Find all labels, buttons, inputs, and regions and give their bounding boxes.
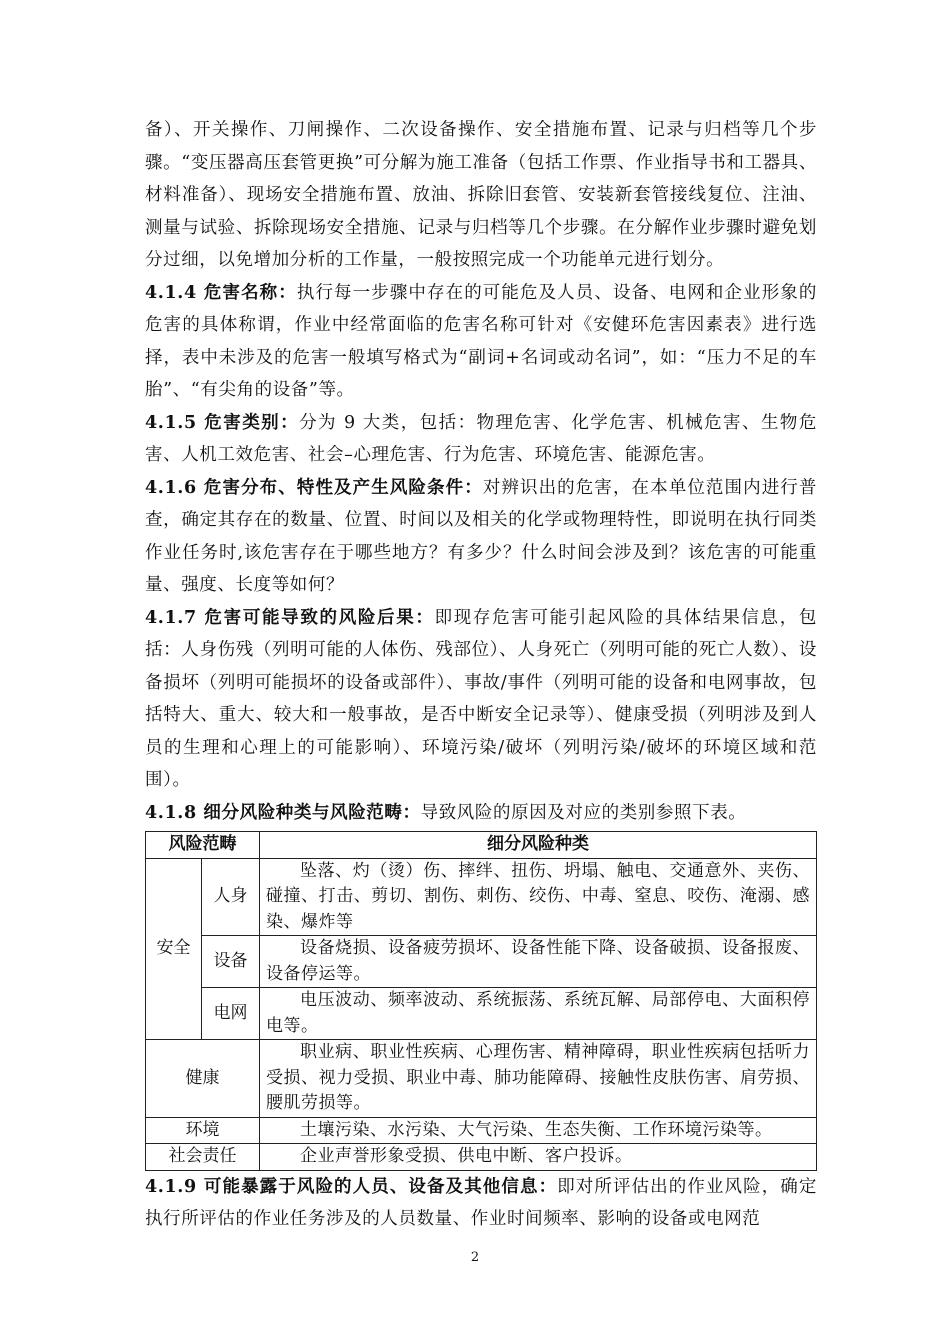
environment-risk-types: 土壤污染、水污染、大气污染、生态失衡、工作环境污染等。: [260, 1117, 817, 1144]
subcategory-equipment: 设备: [202, 936, 260, 988]
section-heading: 4.1.8 细分风险种类与风险范畴：: [145, 802, 421, 823]
section-heading: 4.1.9 可能暴露于风险的人员、设备及其他信息：: [145, 1176, 558, 1197]
subcategory-grid: 电网: [202, 988, 260, 1040]
table-header-row: [146, 832, 817, 859]
subcategory-person: 人身: [202, 858, 260, 936]
paragraph-step-decomposition: 备）、开关操作、刀闸操作、二次设备操作、安全措施布置、记录与归档等几个步骤。“变压器高压套管更换”可分解为施工准备（包括工作票、作业指导书和工器具、材料准备）、现场安全措施布置、放油、拆除旧套管、安装新套管接线复位、注油、测量与试验、拆除现场安全措施、记录与归档等几个步骤。在分解作业步骤时避免划分过细，以免增加分析的工作量，一般按照完成一个功能单元进行划分。: [145, 120, 817, 270]
section-text: 分为 9 大类，包括：物理危害、化学危害、机械危害、生物危害、人机工效危害、社会–心理危害、行为危害、环境危害、能源危害。: [145, 412, 817, 465]
social-risk-types: 企业声誉形象受损、供电中断、客户投诉。: [260, 1144, 817, 1171]
section-4-1-6: [145, 472, 817, 602]
table-row: [146, 858, 817, 936]
section-text: 执行每一步骤中存在的可能危及人员、设备、电网和企业形象的危害的具体称谓，作业中经常面临的危害名称可针对《安健环危害因素表》进行选择，表中未涉及的危害一般填写格式为“副词+名词或动名词”，如：“压力不足的车胎”、“有尖角的设备”等。: [145, 282, 817, 400]
section-heading: 4.1.5 危害类别：: [145, 412, 300, 433]
category-environment: 环境: [146, 1117, 260, 1144]
category-health: 健康: [146, 1040, 260, 1118]
table-row: [146, 1040, 817, 1118]
grid-risk-types: 电压波动、频率波动、系统振荡、系统瓦解、局部停电、大面积停电等。: [260, 988, 817, 1040]
section-4-1-8: [145, 797, 817, 830]
category-safety: 安全: [146, 858, 202, 1040]
section-text: 对辨识出的危害，在本单位范围内进行普查，确定其存在的数量、位置、时间以及相关的化学或物理特性，即说明在执行同类作业任务时,该危害存在于哪些地方？有多少？什么时间会涉及到？该危害的可能重量、强度、长度等如何？: [145, 477, 817, 595]
section-4-1-5: [145, 407, 817, 472]
header-risk-types: 细分风险种类: [260, 832, 817, 859]
equipment-risk-types: 设备烧损、设备疲劳损坏、设备性能下降、设备破损、设备报废、设备停运等。: [260, 936, 817, 988]
table-row: [146, 1117, 817, 1144]
table-row: [146, 1144, 817, 1171]
person-risk-types: 坠落、灼（烫）伤、摔绊、扭伤、坍塌、触电、交通意外、夹伤、碰撞、打击、剪切、割伤、刺伤、绞伤、中毒、窒息、咬伤、淹溺、感染、爆炸等: [260, 858, 817, 936]
section-heading: 4.1.7 危害可能导致的风险后果：: [145, 607, 435, 628]
section-heading: 4.1.6 危害分布、特性及产生风险条件：: [145, 477, 483, 498]
header-risk-category: 风险范畴: [146, 832, 260, 859]
table-row: [146, 936, 817, 988]
health-risk-types: 职业病、职业性疾病、心理伤害、精神障碍，职业性疾病包括听力受损、视力受损、职业中毒、肺功能障碍、接触性皮肤伤害、肩劳损、腰肌劳损等。: [260, 1040, 817, 1118]
page-number: 2: [470, 1250, 480, 1265]
section-heading: 4.1.4 危害名称：: [145, 282, 297, 303]
table-row: [146, 988, 817, 1040]
risk-category-table: [145, 831, 817, 1171]
section-text: 即对所评估出的作业风险，确定执行所评估的作业任务涉及的人员数量、作业时间频率、影响的设备或电网范: [145, 1176, 818, 1229]
section-text: 导致风险的原因及对应的类别参照下表。: [420, 802, 747, 823]
section-4-1-7: [145, 602, 817, 797]
document-body: [145, 114, 817, 1236]
category-social-responsibility: 社会责任: [146, 1144, 260, 1171]
section-text: 即现存危害可能引起风险的具体结果信息，包括：人身伤残（列明可能的人体伤、残部位）、人身死亡（列明可能的死亡人数）、设备损坏（列明可能损坏的设备或部件）、事故/事件（列明可能的设备和电网事故，包括特大、重大、较大和一般事故，是否中断安全记录等）、健康受损（列明涉及到人员的生理和心理上的可能影响）、环境污染/破坏（列明污染/破坏的环境区域和范围）。: [145, 607, 817, 790]
section-4-1-4: [145, 277, 817, 407]
section-4-1-9: [145, 1171, 817, 1236]
